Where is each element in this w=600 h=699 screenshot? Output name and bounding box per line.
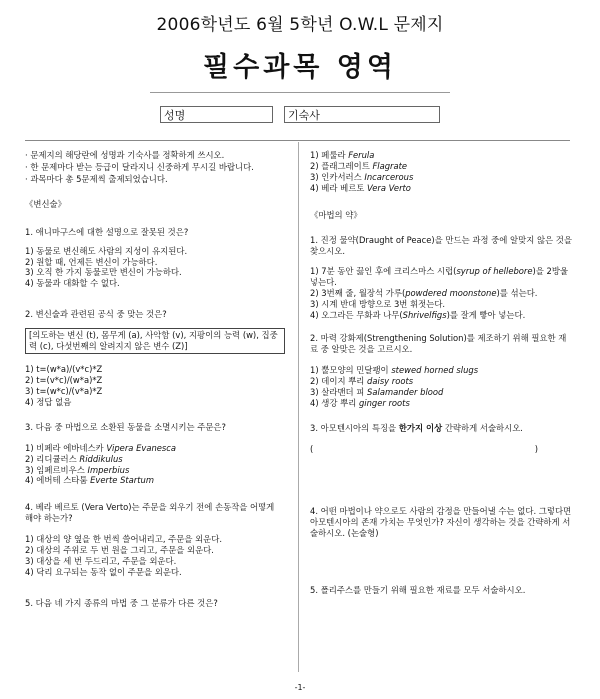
section-transfiguration: 《변신술》 xyxy=(25,198,67,209)
option-en: Imperbius xyxy=(87,464,130,475)
options xyxy=(25,364,293,408)
title-divider xyxy=(150,92,450,93)
option-text: )를 잘게 빻아 넣는다. xyxy=(446,310,526,321)
question-text: 1. 애니마구스에 대한 설명으로 잘못된 것은? xyxy=(25,226,189,237)
page-number: -1- xyxy=(294,683,306,692)
option-en: Flagrate xyxy=(372,160,408,171)
header-divider xyxy=(25,140,570,141)
option[interactable] xyxy=(25,443,293,454)
option-en: Everte Startum xyxy=(90,475,154,486)
name-label: 성명 xyxy=(164,109,186,122)
option[interactable]: 1) 동물로 변신해도 사람의 지성이 유지된다. xyxy=(25,245,188,256)
answer-open-paren: ( xyxy=(310,443,314,454)
option[interactable] xyxy=(310,161,572,172)
option[interactable] xyxy=(310,172,572,183)
option-ko: 1) 비페라 에바네스카 xyxy=(25,442,107,453)
option-en: powdered moonstone xyxy=(405,288,497,299)
option-ko: 2) 데이지 뿌리 xyxy=(310,375,368,386)
option[interactable] xyxy=(310,299,572,310)
option[interactable]: 2) 대상의 주위로 두 번 원을 그리고, 주문을 외운다. xyxy=(25,545,214,556)
exam-subtitle: 필수과목 영역 xyxy=(203,52,397,83)
question-text: 3. 다음 중 마법으로 소환된 동물을 소멸시키는 주문은? xyxy=(25,421,226,432)
options xyxy=(25,246,293,290)
potions-question-2 xyxy=(310,333,572,409)
option-ko: 3) 살라맨더 피 xyxy=(310,386,368,397)
option[interactable] xyxy=(310,150,572,161)
question-text: 4. 베라 베르토 (Vera Verto)는 주문을 외우기 전에 손동작을 어떻게 해야 하는가? xyxy=(25,502,275,524)
option[interactable] xyxy=(25,465,293,476)
question-text: 2. 변신술과 관련된 공식 중 맞는 것은? xyxy=(25,309,167,320)
exam-title: 2006학년도 6월 5학년 O.W.L 문제지 xyxy=(156,15,444,35)
option-ko: 4) 베라 베르토 xyxy=(310,182,368,193)
option-ko: 1) 뿔모양의 민달팽이 xyxy=(310,364,392,375)
potions-question-4 xyxy=(310,506,572,539)
option-en: stewed horned slugs xyxy=(391,364,479,375)
potions-question-5 xyxy=(310,585,572,596)
option[interactable]: 4) 정답 없음 xyxy=(25,396,72,407)
option-en: daisy roots xyxy=(367,375,414,386)
option[interactable] xyxy=(310,266,572,288)
options xyxy=(310,365,572,409)
section-potions: 《마법의 약》 xyxy=(310,209,362,220)
option[interactable] xyxy=(310,398,572,409)
answer-blank[interactable] xyxy=(310,444,538,455)
option[interactable]: 1) t=(w*a)/(v*c)*Z xyxy=(25,364,103,375)
instruction-item: · 한 문제마다 받는 등급이 달라지니 신중하게 무시길 바랍니다. xyxy=(25,161,254,172)
question-text: 5. 폴리주스를 만들기 위해 필요한 재료를 모두 서술하시오. xyxy=(310,585,526,596)
formula-box: [의도하는 변신 (t), 몸무게 (a), 사악함 (v), 지팡이의 능력 (w), 집중력 (c), 다섯번째의 알려지지 않은 변수 (Z)] xyxy=(25,328,285,354)
option[interactable] xyxy=(310,376,572,387)
question-1 xyxy=(25,227,293,290)
question-text: 1. 진정 물약(Draught of Peace)을 만드는 과정 중에 알맞지 않은 것을 찾으시오. xyxy=(310,234,572,256)
question-text: 5. 다음 네 가지 종류의 마법 중 그 분류가 다른 것은? xyxy=(25,597,218,608)
question-2 xyxy=(25,309,293,407)
column-divider xyxy=(298,142,299,672)
option[interactable]: 3) 오직 한 가지 동물로만 변신이 가능하다. xyxy=(25,267,182,278)
option-en: Vipera Evanesca xyxy=(106,442,177,453)
instructions xyxy=(25,150,293,185)
option[interactable]: 2) 원할 때, 언제든 변신이 가능하다. xyxy=(25,256,158,267)
option[interactable] xyxy=(310,183,572,194)
question-text: 2. 마력 강화제(Strengthening Solution)를 제조하기 위해 필요한 재료 중 알맞은 것을 고르시오. xyxy=(310,333,567,354)
option-text: 1) 7분 동안 끓인 후에 크리스마스 시럽( xyxy=(310,266,457,277)
options xyxy=(310,266,572,321)
option-text: 3) 시계 반대 방향으로 3번 휘젓는다. xyxy=(310,299,446,310)
option-en: Vera Verto xyxy=(367,182,411,193)
option[interactable]: 3) 대상을 세 번 두드리고, 주문을 외운다. xyxy=(25,556,177,567)
option-text: 4) 오그라든 무화과 나무( xyxy=(310,310,403,321)
left-column xyxy=(25,150,293,609)
option[interactable] xyxy=(25,475,293,486)
question-text-part: 간략하게 서술하시오. xyxy=(442,422,523,433)
options xyxy=(25,534,293,578)
option-en: Ferula xyxy=(348,150,375,160)
option[interactable] xyxy=(25,454,293,465)
option-ko: 4) 생강 뿌리 xyxy=(310,397,359,408)
option[interactable]: 3) t=(w*c)/(v*a)*Z xyxy=(25,385,103,396)
question-3 xyxy=(25,422,293,487)
question-text: 4. 어떤 마법이나 약으로도 사람의 감정을 만들어낼 수는 없다. 그렇다면 아모텐시아의 존재 가치는 무엇인가? 자신이 생각하는 것을 간략하게 서술하시오. (논술형) xyxy=(310,506,572,539)
question-text xyxy=(310,423,572,434)
option-ko: 4) 에버테 스타툼 xyxy=(25,475,91,486)
option-text: )를 섞는다. xyxy=(496,288,538,299)
question-text-part: 3. 아모텐시아의 특징을 xyxy=(310,422,399,433)
options xyxy=(25,443,293,487)
option-ko: 3) 인카서러스 xyxy=(310,171,365,182)
option-ko: 2) 플래그레이트 xyxy=(310,160,373,171)
right-column xyxy=(310,150,572,596)
option[interactable] xyxy=(310,288,572,299)
potions-question-3 xyxy=(310,423,572,455)
question-5 xyxy=(25,598,293,609)
option-ko: 1) 페룰라 xyxy=(310,150,349,160)
question-4 xyxy=(25,502,293,578)
options-q5-continued xyxy=(310,150,572,194)
instruction-item: · 과목마다 총 5문제씩 출제되었습니다. xyxy=(25,173,168,184)
option-en: ginger roots xyxy=(358,397,410,408)
option-ko: 2) 리디큘러스 xyxy=(25,453,80,464)
dorm-label: 기숙사 xyxy=(288,109,320,122)
instruction-item: · 문제지의 해당란에 성명과 기숙사를 정확하게 쓰시오. xyxy=(25,150,225,160)
name-field[interactable] xyxy=(160,106,273,123)
option-en: Salamander blood xyxy=(367,386,444,397)
option-en: syrup of hellebore xyxy=(456,266,533,277)
option[interactable] xyxy=(310,365,572,376)
option-text: )을 2방울 넣는다. xyxy=(310,266,569,288)
option[interactable] xyxy=(310,310,572,321)
option-en: Incarcerous xyxy=(364,171,414,182)
option[interactable]: 4) 닥리 요구되는 동작 없이 주문을 외운다. xyxy=(25,566,182,577)
option[interactable]: 1) 대상의 양 옆을 한 번씩 쓸어내리고, 주문을 외운다. xyxy=(25,534,223,545)
dorm-field[interactable] xyxy=(284,106,440,123)
option[interactable]: 2) t=(v*c)/(w*a)*Z xyxy=(25,374,103,385)
question-emphasis: 한가지 이상 xyxy=(398,422,443,433)
option[interactable] xyxy=(310,387,572,398)
option[interactable]: 4) 동물과 대화할 수 없다. xyxy=(25,278,120,289)
potions-question-1 xyxy=(310,235,572,321)
option-en: Riddikulus xyxy=(79,453,123,464)
option-text: 2) 3번째 줄, 월장석 가루( xyxy=(310,288,406,299)
option-en: Shrivelfigs xyxy=(402,310,447,321)
option-ko: 3) 임페르비우스 xyxy=(25,464,88,475)
answer-close-paren: ) xyxy=(534,443,538,454)
